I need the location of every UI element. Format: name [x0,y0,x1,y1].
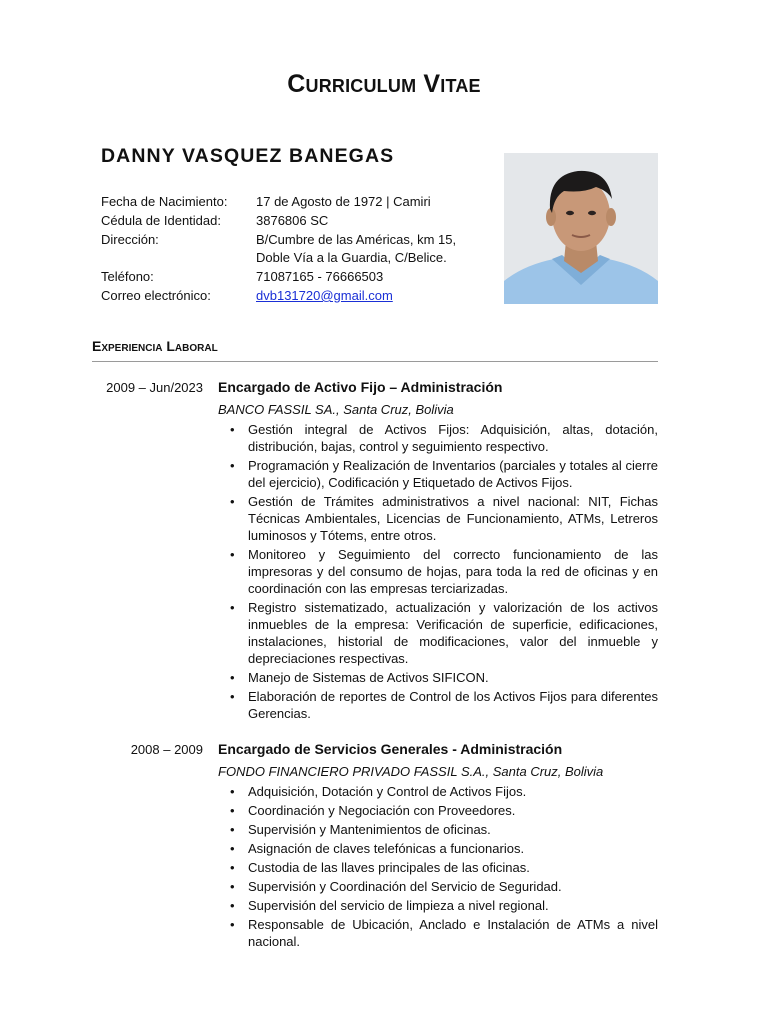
job-company: BANCO FASSIL SA., Santa Cruz, Bolivia [218,402,454,417]
bullet-dot-icon: • [230,860,235,875]
bullet-dot-icon: • [230,784,235,799]
bullet-item [218,546,658,597]
bullet-item [218,802,658,819]
bullet-item [218,821,658,838]
bullet-dot-icon: • [230,822,235,837]
bullet-text: Manejo de Sistemas de Activos SIFICON. [248,670,489,685]
bullet-item [218,457,658,491]
info-label [101,249,256,268]
info-row-email [101,287,496,306]
job-responsibilities [218,783,658,950]
job-dates: 2008 – 2009 [130,742,203,757]
info-row-phone [101,268,496,287]
bullet-item [218,421,658,455]
bullet-dot-icon: • [230,898,235,913]
email-link[interactable]: dvb131720@gmail.com [256,287,393,303]
document-title: Curriculum Vitae [287,70,481,98]
bullet-item [218,840,658,857]
bullet-item [218,878,658,895]
bullet-item [218,897,658,914]
info-value: B/Cumbre de las Américas, km 15, [256,231,457,247]
bullet-dot-icon: • [230,803,235,818]
bullet-item [218,493,658,544]
info-value: Doble Vía a la Guardia, C/Belice. [256,250,447,266]
bullet-dot-icon: • [230,494,235,509]
info-label: Fecha de Nacimiento: [101,194,228,209]
info-row-birth [101,193,496,212]
info-value: 71087165 - 76666503 [256,269,384,285]
personal-info [101,193,496,306]
section-heading-experience: Experiencia Laboral [92,338,218,354]
bullet-item [218,916,658,950]
bullet-item [218,688,658,722]
info-label: Correo electrónico: [101,287,211,303]
info-label: Cédula de Identidad: [101,212,221,228]
info-value [256,287,496,306]
info-row-id [101,212,496,231]
bullet-dot-icon: • [230,670,235,685]
info-row-address-2 [101,249,496,268]
candidate-name: DANNY VASQUEZ BANEGAS [101,145,395,167]
job-company: FONDO FINANCIERO PRIVADO FASSIL S.A., Santa Cruz, Bolivia [218,764,604,779]
bullet-dot-icon: • [230,547,235,562]
bullet-text: Adquisición, Dotación y Control de Activos Fijos. [248,784,527,799]
bullet-text: Asignación de claves telefónicas a funcionarios. [248,841,525,856]
job-title: Encargado de Activo Fijo – Administración [218,379,503,395]
info-label: Teléfono: [101,269,154,285]
bullet-dot-icon: • [230,917,235,932]
bullet-text: Coordinación y Negociación con Proveedores. [248,803,516,818]
bullet-item [218,599,658,667]
bullet-text: Custodia de las llaves principales de las oficinas. [248,860,530,875]
job-responsibilities [218,421,658,722]
bullet-dot-icon: • [230,841,235,856]
job-title: Encargado de Servicios Generales - Administración [218,741,563,757]
profile-photo [504,153,658,304]
bullet-text: Registro sistematizado, actualización y valorización de los activos inmuebles de la empresa: Verificación de superficie, edificaciones, instalaciones, historial de modificaciones, valor del inmueble y depreciaciones respectivas. [248,600,658,666]
bullet-text: Elaboración de reportes de Control de los Activos Fijos para diferentes Gerencias. [248,689,658,721]
bullet-text: Responsable de Ubicación, Anclado e Instalación de ATMs a nivel nacional. [248,917,658,949]
job-details [218,740,658,950]
bullet-dot-icon: • [230,600,235,615]
info-row-address [101,231,496,250]
info-value: 17 de Agosto de 1972 | Camiri [256,194,431,209]
bullet-text: Supervisión del servicio de limpieza a nivel regional. [248,898,549,913]
bullet-dot-icon: • [230,458,235,473]
bullet-dot-icon: • [230,422,235,437]
bullet-dot-icon: • [230,879,235,894]
bullet-text: Gestión integral de Activos Fijos: Adquisición, altas, dotación, distribución, bajas, control y seguimiento respectivo. [248,422,658,454]
bullet-item [218,783,658,800]
section-divider [92,361,658,362]
info-value: 3876806 SC [256,212,329,228]
bullet-text: Programación y Realización de Inventarios (parciales y totales al cierre del ejercicio), Codificación y Etiquetado de Activos Fijos. [248,458,658,490]
job-dates: 2009 – Jun/2023 [106,380,203,395]
info-label: Dirección: [101,231,159,247]
bullet-text: Gestión de Trámites administrativos a nivel nacional: NIT, Fichas Técnicas Ambientales, Licencias de Funcionamiento, ATMs, Letreros luminosos y Tótems, entre otros. [248,494,658,543]
job-details [218,378,658,722]
bullet-text: Supervisión y Coordinación del Servicio de Seguridad. [248,879,562,894]
bullet-text: Supervisión y Mantenimientos de oficinas. [248,822,491,837]
bullet-item [218,859,658,876]
bullet-dot-icon: • [230,689,235,704]
bullet-text: Monitoreo y Seguimiento del correcto funcionamiento de las impresoras y del consumo de hojas, para toda la red de oficinas y en coordinación con las empresas terciarizadas. [248,547,658,596]
bullet-item [218,669,658,686]
